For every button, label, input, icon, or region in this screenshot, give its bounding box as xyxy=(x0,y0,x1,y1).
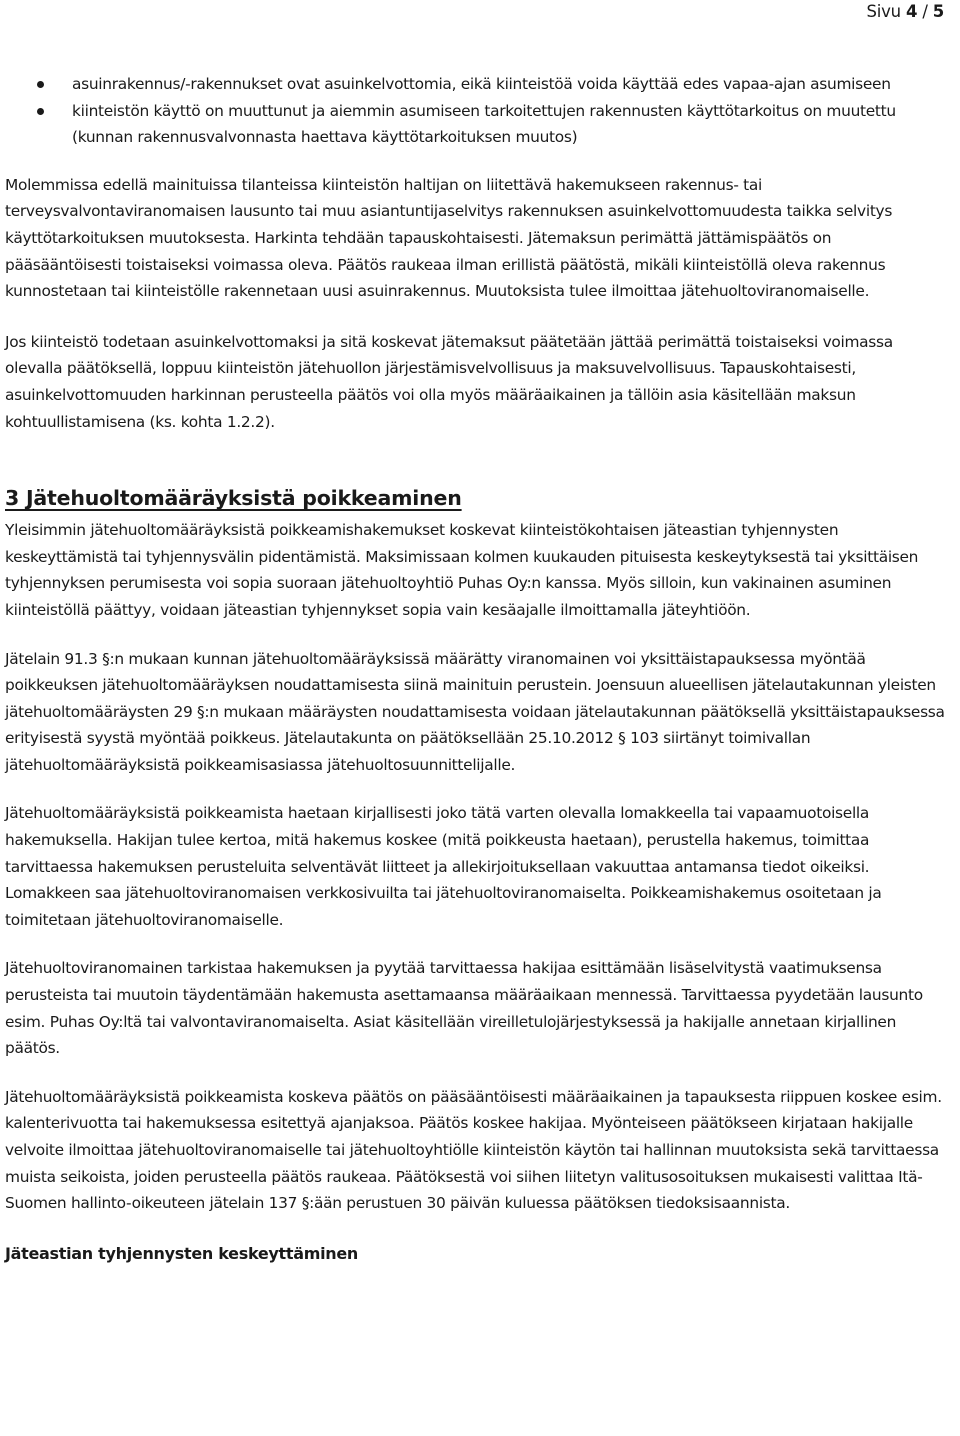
paragraph: Jätehuoltomääräyksistä poikkeamista koskeva päätös on pääsääntöisesti määräaikainen ja tapauksesta riippuen koskee esim. kalenterivuotta tai hakemuksessa esitettyä ajanjaksoa. Päätös koskee hakijaa. Myönteiseen päätökseen kirjataan hakijalle velvoite ilmoittaa jätehuoltoviranomaiselle tai jätehuoltoyhtiölle kiinteistön käytön tai hallinnan muutoksista sekä tarvittaessa muista seikoista, joiden perusteella päätös raukeaa. Päätöksestä voi siihen liitetyn valitusosoituksen mukaisesti valittaa Itä-Suomen hallinto-oikeuteen jätelain 137 §:ään perustuen 30 päivän kuluessa päätöksen tiedoksisaannista. xyxy=(5,1087,942,1213)
paragraph: Molemmissa edellä mainituissa tilanteissa kiinteistön haltijan on liitettävä hakemukseen rakennus- tai terveysvalvontaviranomaisen lausunto tai muu asiantuntijaselvitys rakennuksen asuinkelvottomuudesta taikka selvitys käyttötarkoituksen muutoksesta. Harkinta tehdään tapauskohtaisesti. Jätemaksun perimättä jättämispäätös on pääsääntöisesti toistaiseksi voimassa oleva. Päätös raukeaa ilman erillistä päätöstä, mikäli kiinteistöllä oleva rakennus kunnostetaan tai kiinteistölle rakennetaan uusi asuinrakennus. Muutoksista tulee ilmoittaa jätehuoltoviranomaiselle. xyxy=(5,175,893,301)
page-number-header xyxy=(866,2,944,21)
document-body xyxy=(5,71,950,1267)
page-label: Sivu xyxy=(866,2,901,21)
paragraph: Jätelain 91.3 §:n mukaan kunnan jätehuoltomääräyksissä määrätty viranomainen voi yksittäistapauksessa myöntää poikkeuksen jätehuoltomääräyksen noudattamisesta siinä mainituin perustein. Joensuun alueellisen jätelautakunnan yleisten jätehuoltomääräysten 29 §:n mukaan määräysten noudattamisesta voidaan jätelautakunnan päätöksellä yksittäistapauksessa erityisestä syystä myöntää poikkeus. Jätelautakunta on päätöksellään 25.10.2012 § 103 siirtänyt toimivallan jätehuoltomääräyksistä poikkeamisasiassa jätehuoltosuunnittelijalle. xyxy=(5,649,945,774)
paragraph: Jätehuoltoviranomainen tarkistaa hakemuksen ja pyytää tarvittaessa hakijaa esittämään lisäselvitystä vaatimuksensa perusteista tai muutoin täydentämään hakemusta asettamaansa määräaikaan mennessä. Tarvittaessa pyydetään lausunto esim. Puhas Oy:ltä tai valvontaviranomaiselta. Asiat käsitellään vireilletulojärjestyksessä ja hakijalle annetaan kirjallinen päätös. xyxy=(5,959,923,1058)
bullet-list xyxy=(5,71,950,151)
bullet-item: kiinteistön käyttö on muuttunut ja aiemmin asumiseen tarkoitettujen rakennusten käyttötarkoitus on muutettu (kunnan rakennusvalvonnasta haettava käyttötarkoituksen muutos) xyxy=(5,98,950,151)
paragraph: Yleisimmin jätehuoltomääräyksistä poikkeamishakemukset koskevat kiinteistökohtaisen jäteastian tyhjennysten keskeyttämistä tai tyhjennysvälin pidentämistä. Maksimissaan kolmen kuukauden pituisesta keskeytyksestä tai yksittäisen tyhjennyksen perumisesta voi sopia suoraan jätehuoltoyhtiö Puhas Oy:n kanssa. Myös silloin, kun vakinainen asuminen kiinteistöllä päättyy, voidaan jäteastian tyhjennykset sopia vain kesäajalle ilmoittamalla jäteyhtiöön. xyxy=(5,521,919,619)
subsection-heading: Jäteastian tyhjennysten keskeyttäminen xyxy=(5,1243,359,1263)
page-separator: / xyxy=(922,2,928,21)
section-heading: 3 Jätehuoltomääräyksistä poikkeaminen xyxy=(5,486,462,511)
paragraph: Jos kiinteistö todetaan asuinkelvottomaksi ja sitä koskevat jätemaksut päätetään jättää perimättä toistaiseksi voimassa olevalla päätöksellä, loppuu kiinteistön jätehuollon järjestämisvelvollisuus ja maksuvelvollisuus. Tapauskohtaisesti, asuinkelvottomuuden harkinnan perusteella päätös voi olla myös määräaikainen ja tällöin asia käsitellään maksun kohtuullistamisena (ks. kohta 1.2.2). xyxy=(5,332,893,431)
page-total: 5 xyxy=(932,2,944,21)
paragraph: Jätehuoltomääräyksistä poikkeamista haetaan kirjallisesti joko tätä varten olevalla lomakkeella tai vapaamuotoisella hakemuksella. Hakijan tulee kertoa, mitä hakemus koskee (mitä poikkeusta haetaan), perustella hakemus, toimittaa tarvittaessa hakemuksen perusteluita selventävät liitteet ja allekirjoituksellaan vakuuttaa antamansa tiedot oikeiksi. Lomakkeen saa jätehuoltoviranomaisen verkkosivuilta tai jätehuoltoviranomaiselta. Poikkeamishakemus osoitetaan ja toimitetaan jätehuoltoviranomaiselle. xyxy=(5,804,882,929)
bullet-item: asuinrakennus/-rakennukset ovat asuinkelvottomia, eikä kiinteistöä voida käyttää edes vapaa-ajan asumiseen xyxy=(5,71,950,98)
page-current: 4 xyxy=(905,2,918,21)
